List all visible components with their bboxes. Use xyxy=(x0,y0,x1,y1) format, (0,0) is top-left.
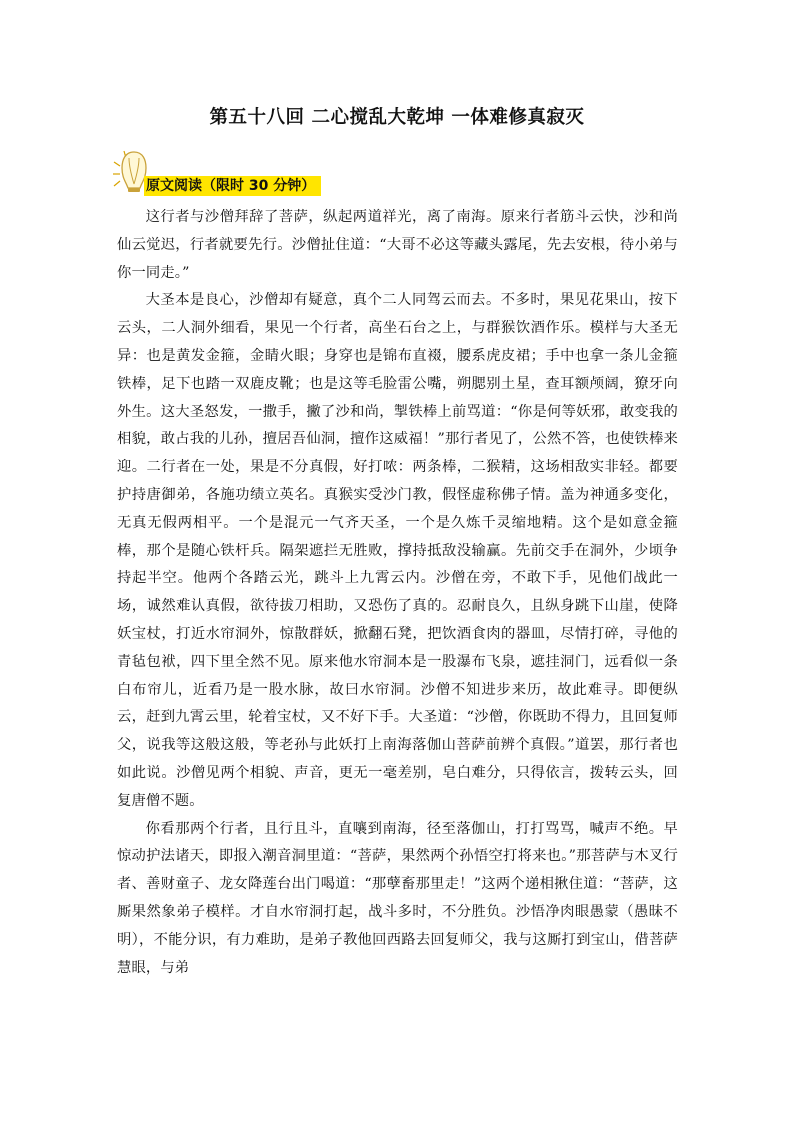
section-label: 原文阅读（限时 30 分钟） xyxy=(144,176,321,196)
paragraph: 你看那两个行者，且行且斗，直嚷到南海，径至落伽山，打打骂骂，喊声不绝。早惊动护法诸天，即报入潮音洞里道：“菩萨，果然两个孙悟空打将来也。”那菩萨与木叉行者、善财童子、龙女降莲台出门喝道：“那孽畜那里走！”这两个递相揪住道：“菩萨，这厮果然象弟子模样。才自水帘洞打起，战斗多时，不分胜负。沙悟净肉眼愚蒙（愚昧不明），不能分识，有力难助，是弟子教他回西路去回复师父，我与这厮打到宝山，借菩萨慧眼，与弟 xyxy=(117,820,678,976)
paragraph: 这行者与沙僧拜辞了菩萨，纵起两道祥光，离了南海。原来行者筋斗云快，沙和尚仙云觉迟，行者就要先行。沙僧扯住道：“大哥不必这等藏头露尾，先去安根，待小弟与你一同走。” xyxy=(117,209,678,281)
paragraph: 大圣本是良心，沙僧却有疑意，真个二人同驾云而去。不多时，果见花果山，按下云头，二人洞外细看，果见一个行者，高坐石台之上，与群猴饮酒作乐。模样与大圣无异：也是黄发金箍，金睛火眼；身穿也是锦布直裰，腰系虎皮裙；手中也拿一条儿金箍铁棒，足下也踏一双鹿皮靴；也是这等毛脸雷公嘴，朔腮别土星，查耳额颅阔，獠牙向外生。这大圣怒发，一撒手，撇了沙和尚，掣铁棒上前骂道：“你是何等妖邪，敢变我的相貌，敢占我的儿孙，擅居吾仙洞，擅作这威福！”那行者见了，公然不答，也使铁棒来迎。二行者在一处，果是不分真假，好打哝：两条棒，二猴精，这场相敌实非轻。都要护持唐御弟，各施功绩立英名。真猴实受沙门教，假怪虚称佛子情。盖为神通多变化，无真无假两相平。一个是混元一气齐天圣，一个是久炼千灵缩地精。这个是如意金箍棒，那个是随心铁杆兵。隔架遮拦无胜败，撑持抵敌没输赢。先前交手在洞外，少顷争持起半空。他两个各踏云光，跳斗上九霄云内。沙僧在旁，不敢下手，见他们战此一场，诚然难认真假，欲待拔刀相助，又恐伤了真的。忍耐良久，且纵身跳下山崖，使降妖宝杖，打近水帘洞外，惊散群妖，掀翻石凳，把饮酒食肉的器皿，尽情打碎，寻他的青毡包袱，四下里全然不见。原来他水帘洞本是一股瀑布飞泉，遮挂洞门，远看似一条白布帘儿，近看乃是一股水脉，故曰水帘洞。沙僧不知进步来历，故此难寻。即便纵云，赶到九霄云里，轮着宝杖，又不好下手。大圣道：“沙僧，你既助不得力，且回复师父，说我等这般这般，等老孙与此妖打上南海落伽山菩萨前辨个真假。”道罢，那行者也如此说。沙僧见两个相貌、声音，更无一毫差别，皂白难分，只得依言，拨转云头，回复唐僧不题。 xyxy=(117,292,678,809)
body-text xyxy=(117,204,678,982)
chapter-title: 第五十八回 二心搅乱大乾坤 一体难修真寂灭 xyxy=(209,107,585,128)
